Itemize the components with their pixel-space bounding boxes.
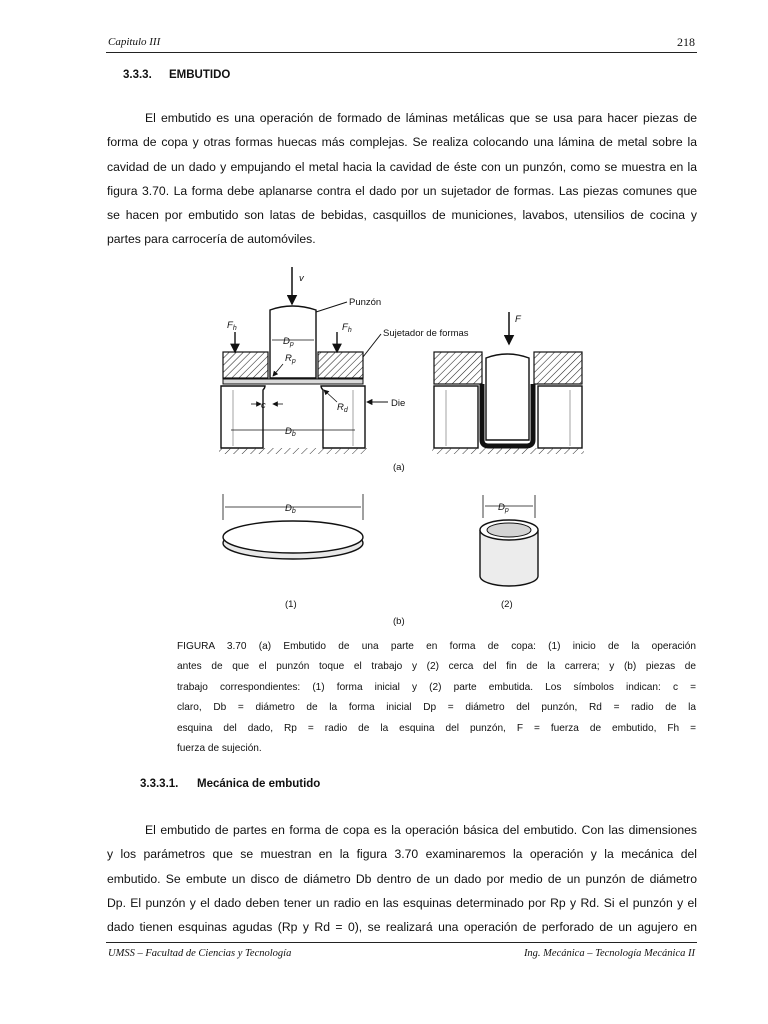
holder-label: Sujetador de formas [383, 328, 469, 339]
blank-holder-right [318, 352, 363, 378]
ground-left [219, 448, 367, 454]
paragraph-line: se hacen por embutido son latas de bebidas, casquillos de municiones, lavabos, utensilios de cocina y [107, 208, 697, 223]
item-2-label: (2) [501, 599, 513, 610]
chapter-label: Capitulo III [108, 36, 161, 48]
punch-leader [316, 302, 347, 312]
paragraph-line: partes para carrocería de automóviles. [107, 232, 316, 247]
drawn-cup-part [480, 495, 538, 610]
dp-label: $D_p$ [283, 336, 294, 348]
cup-rim-inner [487, 523, 531, 537]
initial-blank-disc [223, 494, 363, 610]
blank-holder-left [223, 352, 268, 378]
end-holder-left [434, 352, 482, 384]
subsection-heading: Mecánica de embutido [197, 778, 321, 790]
paragraph-line: Dp. El punzón y el dado deben tener un radio en las esquinas determinado por Rp y Rd. Si el punzón y el [107, 895, 697, 910]
figure-caption [177, 637, 696, 759]
cup-dp-label: $D_p$ [498, 502, 509, 514]
drawing-force-label: F [515, 314, 521, 325]
deep-drawing-figure [213, 262, 592, 632]
end-die-left [434, 386, 478, 448]
ground-right [432, 448, 584, 454]
holder-force-label-left: $F_h$ [227, 320, 237, 332]
paragraph-line: figura 3.70. La forma debe aplanarse contra el dado por un sujetador de formas. Las piezas comunes que [107, 183, 697, 198]
body-paragraph [107, 818, 697, 939]
part-a-label: (a) [393, 462, 405, 473]
footer-institution: UMSS – Facultad de Ciencias y Tecnología [108, 948, 292, 959]
holder-force-label-right: $F_h$ [342, 322, 352, 334]
paragraph-line: cavidad de un dado y empujando el metal hacia la cavidad de éste con un punzón, como se muestra en la [107, 159, 697, 174]
paragraph-line: El embutido de partes en forma de copa es la operación básica del embutido. Con las dimensiones [145, 823, 697, 837]
end-die-right [538, 386, 582, 448]
sheet-blank [223, 379, 363, 384]
caption-line: claro, Db = diámetro de la forma inicial Dp = diámetro del punzón, Rd = radio de la [177, 702, 696, 714]
velocity-label: v [299, 273, 304, 284]
page-footer [106, 942, 697, 963]
die-left [221, 386, 265, 448]
die-right [321, 386, 365, 448]
caption-line: FIGURA 3.70 (a) Embutido de una parte en forma de copa: (1) inicio de la operación [177, 641, 696, 652]
clearance-label: c [261, 400, 266, 411]
punch-label: Punzón [349, 297, 382, 308]
rp-label: $R_p$ [285, 353, 296, 365]
end-holder-right [534, 352, 582, 384]
die-label: Die [391, 398, 406, 409]
paragraph-line: embutido. Se embute un disco de diámetro Db dentro de un dado por medio de un punzón de diámetro [107, 871, 697, 886]
caption-line: trabajo correspondientes: (1) forma inicial y (2) parte embutida. Los símbolos indican: c = [177, 681, 696, 693]
item-1-label: (1) [285, 599, 297, 610]
paragraph-line: dado tienen esquinas agudas (Rp y Rd = 0), se realizará una operación de perforado de un agujero en [107, 920, 697, 935]
page-number: 218 [677, 35, 695, 49]
part-b-label: (b) [393, 616, 405, 627]
holder-leader [363, 334, 381, 357]
caption-line: antes de que el punzón toque el trabajo y (2) cerca del fin de la carrera; y (b) piezas de [177, 661, 696, 673]
end-punch [486, 354, 529, 440]
disc-top [223, 521, 363, 553]
footer-course: Ing. Mecánica – Tecnología Mecánica II [523, 948, 695, 959]
disc-db-label: $D_b$ [285, 503, 296, 515]
caption-line: esquina del dado, Rp = radio de la esquina del punzón, F = fuerza de embutido, Fh = [177, 722, 696, 734]
db-label: $D_b$ [285, 426, 296, 438]
section-number: 3.3.3. [123, 69, 152, 81]
section-heading: EMBUTIDO [169, 69, 231, 81]
subsection-number: 3.3.3.1. [140, 778, 179, 790]
page-header [106, 34, 697, 53]
drawing-start-assembly [219, 267, 469, 454]
subsection-title [140, 778, 320, 790]
paragraph-line: El embutido es una operación de formado de láminas metálicas que se usa para hacer piezas de [145, 111, 697, 125]
intro-paragraph [107, 106, 697, 252]
figure-drawing [213, 262, 592, 632]
paragraph-line: forma de copa y otras formas huecas más complejas. Se realiza colocando una lámina de metal sobre la [107, 135, 697, 150]
paragraph-line: y los parámetros que se muestran en la figura 3.70 examinaremos la operación y la mecánica del [107, 847, 697, 862]
section-title [123, 69, 230, 81]
caption-line: fuerza de sujeción. [177, 743, 262, 755]
rd-label: $R_d$ [337, 402, 348, 414]
